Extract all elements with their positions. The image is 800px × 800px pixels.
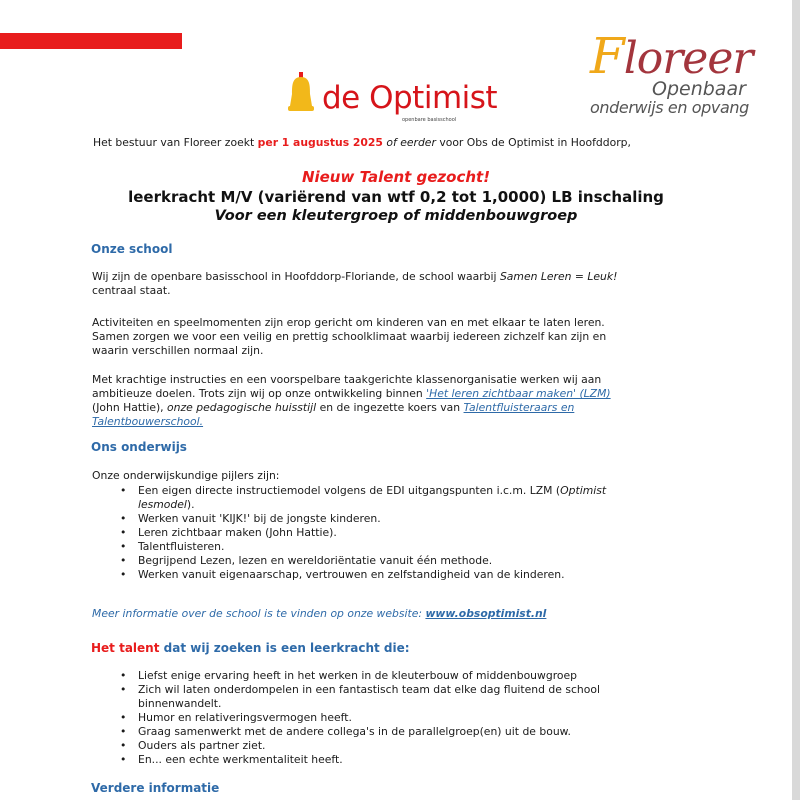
list-item: • Werken vanuit 'KIJK!' bij de jongste kinderen. bbox=[120, 512, 606, 526]
section-heading-onderwijs: Ons onderwijs bbox=[91, 440, 187, 454]
list-item: • Werken vanuit eigenaarschap, vertrouwen en zelfstandigheid van de kinderen. bbox=[120, 568, 606, 582]
floreer-tagline-2: onderwijs en opvang bbox=[590, 98, 749, 117]
list-item: • Leren zichtbaar maken (John Hattie). bbox=[120, 526, 606, 540]
headline-subtitle: Voor een kleutergroep of middenbouwgroep bbox=[214, 208, 578, 224]
onderwijs-list bbox=[120, 484, 606, 582]
school-paragraph-1: Wij zijn de openbare basisschool in Hoofddorp-Floriande, de school waarbij Samen Leren = Leuk! centraal staat. bbox=[92, 270, 618, 297]
list-item: • Ouders als partner ziet. bbox=[120, 739, 600, 753]
red-accent-bar bbox=[0, 33, 182, 49]
section-heading-verdere: Verdere informatie bbox=[91, 781, 220, 795]
talentbouwerschool-link[interactable]: Talentbouwerschool. bbox=[92, 415, 204, 428]
school-paragraph-2: Activiteiten en speelmomenten zijn erop gericht om kinderen van en met elkaar te laten leren. Samen zorgen we voor een veilig en prettig schoolklimaat waarbij iedereen zichzelf kan zijn en waarin verschillen normaal zijn. bbox=[92, 316, 607, 357]
floreer-logo bbox=[590, 27, 760, 120]
bell-icon bbox=[286, 72, 316, 118]
list-item: • Humor en relativeringsvermogen heeft. bbox=[120, 711, 600, 725]
headline-title: Nieuw Talent gezocht! bbox=[301, 168, 491, 186]
floreer-tagline-1: Openbaar bbox=[652, 78, 746, 100]
list-item: • Een eigen directe instructiemodel volgens de EDI uitgangspunten i.c.m. LZM (Optimist bbox=[120, 484, 606, 498]
optimist-logo bbox=[282, 66, 502, 128]
list-item: • Talentfluisteren. bbox=[120, 540, 606, 554]
list-item-continuation: binnenwandelt. bbox=[138, 697, 222, 710]
optimist-subtitle: openbare basisschool bbox=[402, 117, 457, 123]
list-item: • En... een echte werkmentaliteit heeft. bbox=[120, 753, 600, 767]
page-edge bbox=[792, 0, 800, 800]
floreer-name: Floreer bbox=[590, 27, 753, 85]
headline-position: leerkracht M/V (variërend van wtf 0,2 tot 1,0000) LB inschaling bbox=[128, 188, 664, 206]
intro-line: Het bestuur van Floreer zoekt per 1 augustus 2025 of eerder voor Obs de Optimist in Hoofddorp, bbox=[93, 136, 631, 149]
section-heading-talent: Het talent dat wij zoeken is een leerkracht die: bbox=[91, 641, 410, 655]
section-heading-school: Onze school bbox=[91, 242, 173, 256]
list-item: • Liefst enige ervaring heeft in het werken in de kleuterbouw of middenbouwgroep bbox=[120, 669, 600, 683]
list-item: • Zich wil laten onderdompelen in een fantastisch team dat elke dag fluitend de school bbox=[120, 683, 600, 697]
optimist-name: de Optimist bbox=[322, 80, 498, 116]
list-item-continuation: lesmodel). bbox=[138, 498, 195, 511]
website-link[interactable]: www.obsoptimist.nl bbox=[425, 607, 547, 620]
onderwijs-intro: Onze onderwijskundige pijlers zijn: bbox=[92, 469, 280, 482]
lzm-link[interactable]: 'Het leren zichtbaar maken' (LZM) bbox=[426, 387, 611, 400]
list-item: • Begrijpend Lezen, lezen en wereldoriëntatie vanuit één methode. bbox=[120, 554, 606, 568]
website-info: Meer informatie over de school is te vinden op onze website: www.obsoptimist.nl bbox=[92, 607, 547, 620]
talentfluisteraars-link[interactable]: Talentfluisteraars en bbox=[463, 401, 575, 414]
talent-list bbox=[120, 669, 600, 767]
list-item: • Graag samenwerkt met de andere collega's in de parallelgroep(en) uit de bouw. bbox=[120, 725, 600, 739]
school-paragraph-3: Met krachtige instructies en een voorspelbare taakgerichte klassenorganisatie werken wij aan ambitieuze doelen. Trots zijn wij op onze ontwikkeling binnen 'Het leren zichtbaar maken' (LZM) (John Hattie), onze pedagogische huisstijl en de ingezette koers van Talentfluisteraars en Talentbouwerschool. bbox=[92, 373, 611, 428]
